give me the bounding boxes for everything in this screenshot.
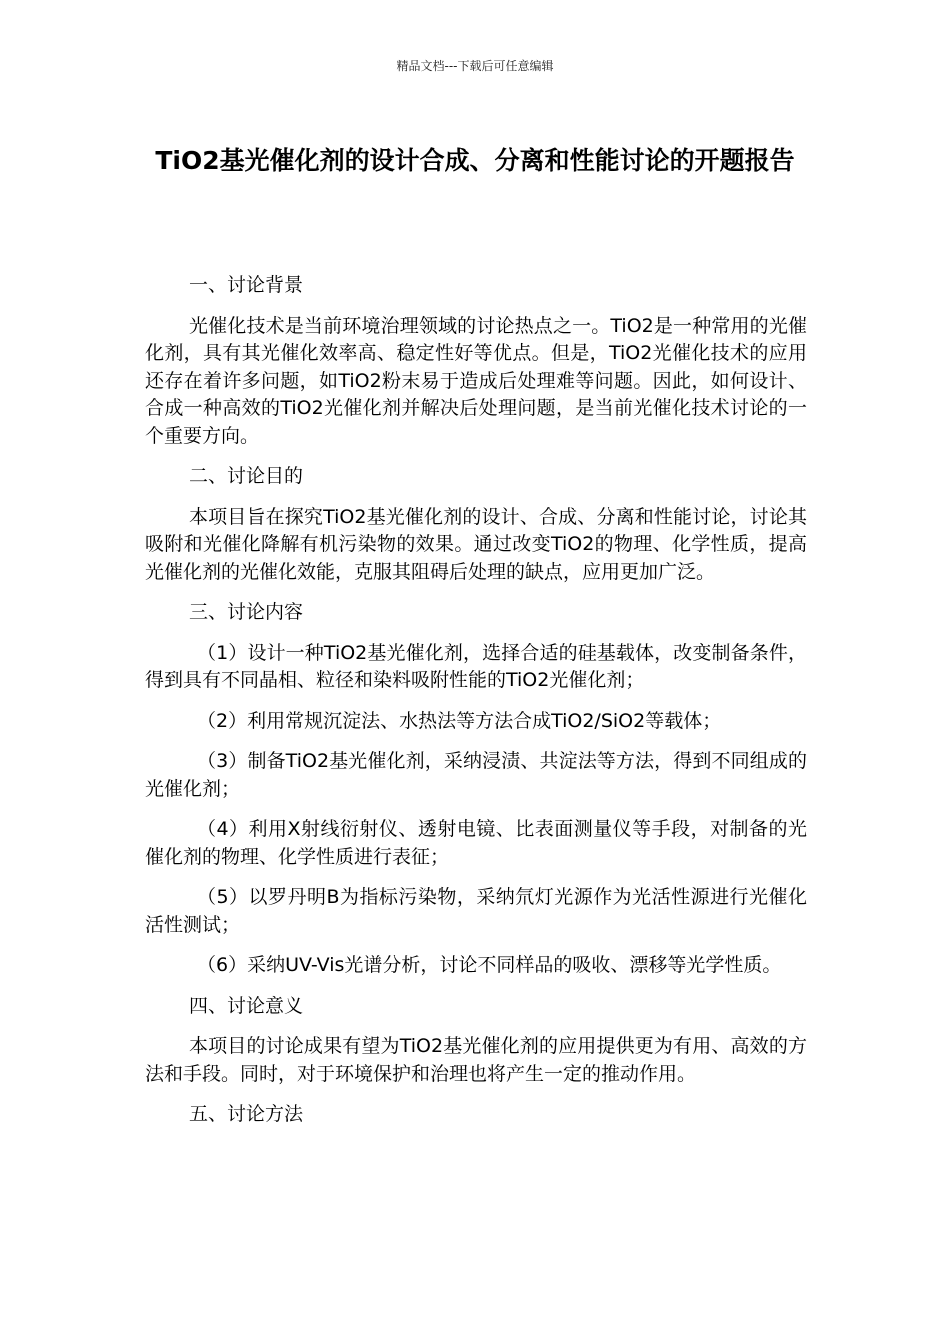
document-body	[145, 272, 807, 1142]
content-item-5: （5）以罗丹明B为指标污染物，采纳氘灯光源作为光活性源进行光催化活性测试；	[145, 886, 807, 936]
content-item-4: （4）利用X射线衍射仪、透射电镜、比表面测量仪等手段，对制备的光催化剂的物理、化学性质进行表征；	[145, 818, 807, 868]
significance-paragraph: 本项目的讨论成果有望为TiO2基光催化剂的应用提供更为有用、高效的方法和手段。同时，对于环境保护和治理也将产生一定的推动作用。	[145, 1035, 807, 1085]
section-heading-significance: 四、讨论意义	[189, 994, 304, 1017]
content-item-3: （3）制备TiO2基光催化剂，采纳浸渍、共淀法等方法，得到不同组成的光催化剂；	[145, 750, 807, 800]
objective-paragraph: 本项目旨在探究TiO2基光催化剂的设计、合成、分离和性能讨论，讨论其吸附和光催化降解有机污染物的效果。通过改变TiO2的物理、化学性质，提高光催化剂的光催化效能，克服其阻碍后处理的缺点，应用更加广泛。	[145, 505, 807, 583]
content-item-6: （6）采纳UV-Vis光谱分析，讨论不同样品的吸收、漂移等光学性质。	[197, 954, 782, 976]
content-item-1: （1）设计一种TiO2基光催化剂，选择合适的硅基载体，改变制备条件，得到具有不同晶相、粒径和染料吸附性能的TiO2光催化剂；	[145, 641, 807, 691]
section-heading-content: 三、讨论内容	[189, 601, 304, 623]
section-heading-objective: 二、讨论目的	[189, 465, 304, 487]
section-heading-background: 一、讨论背景	[189, 274, 304, 296]
content-item-2: （2）利用常规沉淀法、水热法等方法合成TiO2/SiO2等载体；	[197, 709, 722, 732]
section-heading-methods: 五、讨论方法	[189, 1103, 304, 1125]
background-paragraph: 光催化技术是当前环境治理领域的讨论热点之一。TiO2是一种常用的光催化剂，具有其光催化效率高、稳定性好等优点。但是，TiO2光催化技术的应用还存在着许多问题，如TiO2粉末易于造成后处理难等问题。因此，如何设计、合成一种高效的TiO2光催化剂并解决后处理问题，是当前光催化技术讨论的一个重要方向。	[145, 314, 807, 447]
document-title: TiO2基光催化剂的设计合成、分离和性能讨论的开题报告	[155, 146, 795, 175]
page-header: 精品文档---下载后可任意编辑	[396, 59, 554, 73]
